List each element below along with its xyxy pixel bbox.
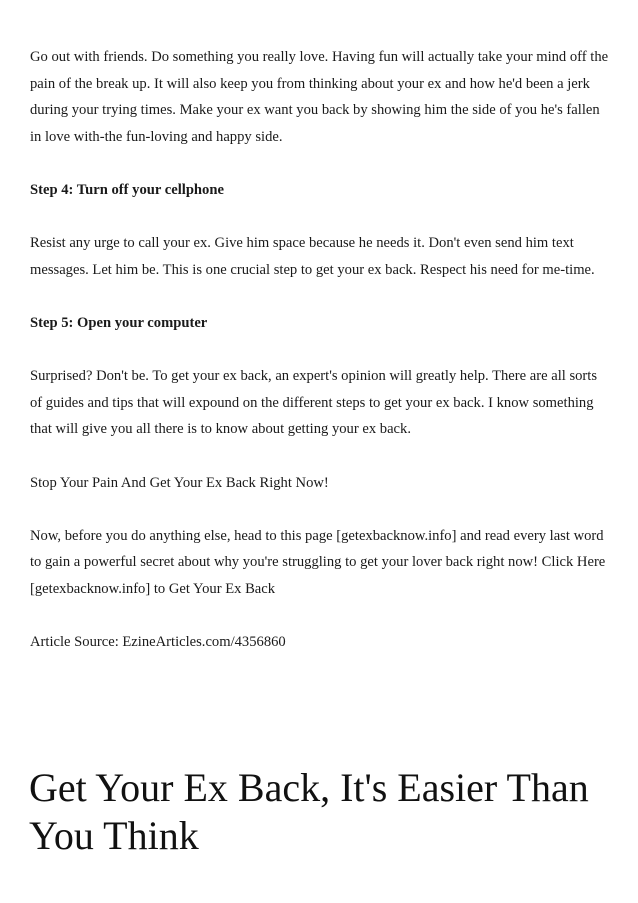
step-4-heading: Step 4: Turn off your cellphone (30, 181, 224, 198)
article-title: Get Your Ex Back, It's Easier Than You Think (29, 765, 589, 858)
step-4-paragraph: Resist any urge to call your ex. Give him space because he needs it. Don't even send him text messages. Let him be. This is one crucial step to get your ex back. Respect his need for me-time. (30, 235, 595, 278)
call-to-action: Stop Your Pain And Get Your Ex Back Right Now! (30, 474, 329, 491)
step-5-heading: Step 5: Open your computer (30, 314, 208, 331)
article-body (30, 44, 610, 656)
intro-paragraph: Go out with friends. Do something you really love. Having fun will actually take your mind off the pain of the break up. It will also keep you from thinking about your ex and how he'd been a jerk during your trying times. Make your ex want you back by showing him the side of you he's fallen in love with-the fun-loving and happy side. (30, 49, 609, 145)
closing-paragraph: Now, before you do anything else, head to this page [getexbacknow.info] and read every last word to gain a powerful secret about why you're struggling to get your lover back right now! Click Here [getexbacknow.info] to Get Your Ex Back (30, 527, 606, 597)
article-source: Article Source: EzineArticles.com/4356860 (30, 634, 286, 651)
step-5-paragraph: Surprised? Don't be. To get your ex back, an expert's opinion will greatly help. There are all sorts of guides and tips that will expound on the different steps to get your ex back. I know something that will give you all there is to know about getting your ex back. (30, 368, 598, 438)
